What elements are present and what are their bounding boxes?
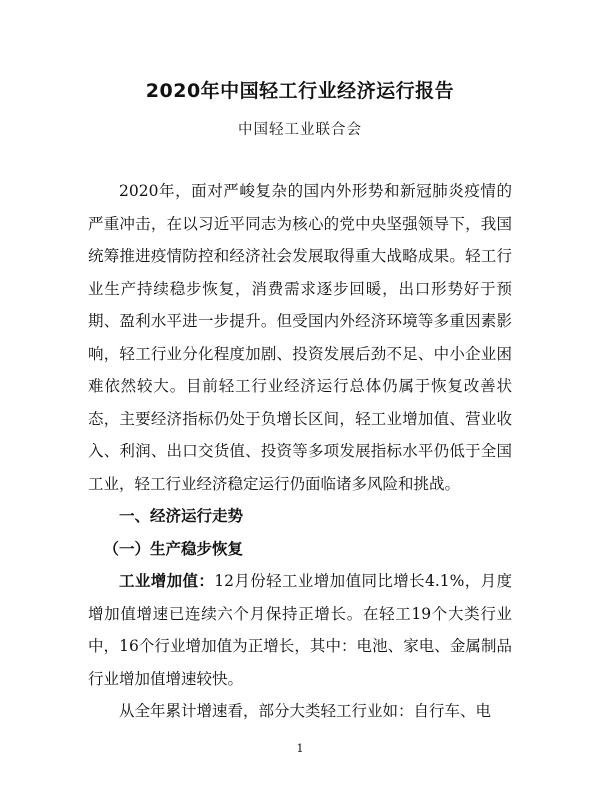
document-title: 2020年中国轻工行业经济运行报告 [145, 80, 455, 102]
intro-paragraph: 2020年，面对严峻复杂的国内外形势和新冠肺炎疫情的严重冲击，在以习近平同志为核心的党中央坚强领导下，我国统筹推进疫情防控和经济社会发展取得重大战略成果。轻工行业生产持续稳步恢复，消费需求逐步回暖，出口形势好于预期、盈利水平进一步提升。但受国内外经济环境等多重因素影响，轻工行业分化程度加剧、投资发展后劲不足、中小企业困难依然较大。目前轻工行业经济运行总体仍属于恢复改善状态，主要经济指标仍处于负增长区间，轻工业增加值、营业收入、利润、出口交货值、投资等多项发展指标水平仍低于全国工业，轻工行业经济稳定运行仍面临诸多风险和挑战。 [88, 182, 512, 493]
cumulative-paragraph: 从全年累计增速看，部分大类轻工行业如：自行车、电 [119, 702, 492, 720]
document-body [88, 175, 512, 728]
value-added-lead: 工业增加值： [119, 572, 215, 590]
page-number: 1 [296, 742, 304, 755]
value-added-paragraph [88, 565, 512, 695]
subsection-heading: （一）生产稳步恢复 [103, 539, 244, 558]
document-organization: 中国轻工业联合会 [238, 122, 362, 138]
value-added-text: 12月份轻工业增加值同比增长4.1%，月度增加值增速已连续六个月保持正增长。在轻工19个大类行业中，16个行业增加值为正增长，其中：电池、家电、金属制品行业增加值增速较快。 [88, 572, 512, 688]
section-heading: 一、经济运行走势 [119, 507, 244, 525]
